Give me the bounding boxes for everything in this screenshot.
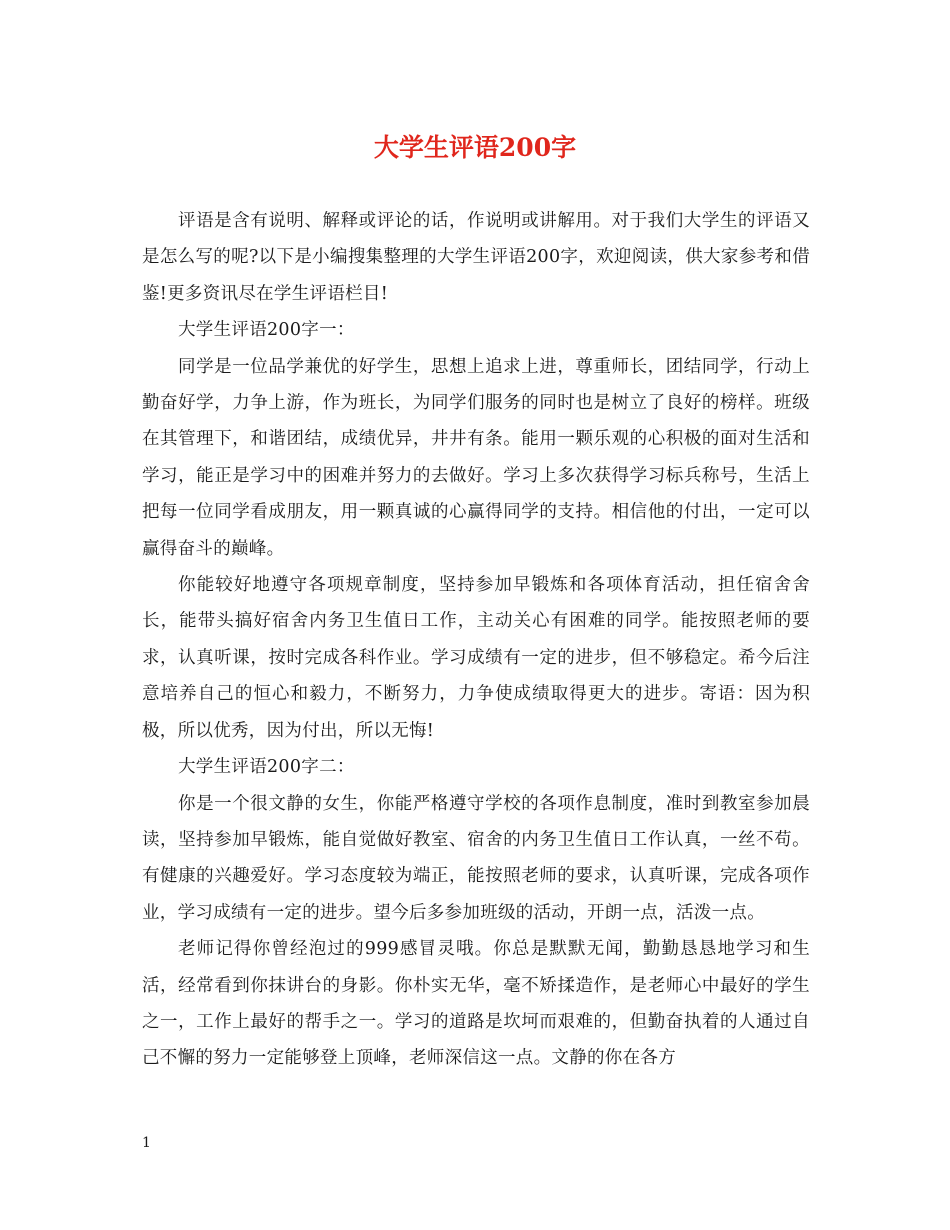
body-paragraph: 你是一个很文静的女生，你能严格遵守学校的各项作息制度，准时到教室参加晨读，坚持参加早锻炼，能自觉做好教室、宿舍的内务卫生值日工作认真，一丝不苟。有健康的兴趣爱好。学习态度较为端正，能按照老师的要求，认真听课，完成各项作业，学习成绩有一定的进步。望今后多参加班级的活动，开朗一点，活泼一点。 [142,793,810,923]
document-body [142,203,810,1077]
section-heading-two: 大学生评语200字二： [178,757,355,778]
body-paragraph: 你能较好地遵守各项规章制度，坚持参加早锻炼和各项体育活动，担任宿舍舍长，能带头搞好宿舍内务卫生值日工作，主动关心有困难的同学。能按照老师的要求，认真听课，按时完成各科作业。学习成绩有一定的进步，但不够稳定。希今后注意培养自己的恒心和毅力，不断努力，力争使成绩取得更大的进步。寄语：因为积极，所以优秀，因为付出，所以无悔! [142,575,810,741]
page-number: 1 [142,1135,151,1151]
document-title: 大学生评语200字 [373,133,577,162]
section-heading-one: 大学生评语200字一： [178,320,355,341]
intro-paragraph: 评语是含有说明、解释或评论的话，作说明或讲解用。对于我们大学生的评语又是怎么写的呢?以下是小编搜集整理的大学生评语200字，欢迎阅读，供大家参考和借鉴!更多资讯尽在学生评语栏目! [142,211,810,304]
body-paragraph: 老师记得你曾经泡过的999感冒灵哦。你总是默默无闻，勤勤恳恳地学习和生活，经常看到你抹讲台的身影。你朴实无华，毫不矫揉造作，是老师心中最好的学生之一，工作上最好的帮手之一。学习的道路是坎坷而艰难的，但勤奋执着的人通过自己不懈的努力一定能够登上顶峰，老师深信这一点。文静的你在各方 [142,939,810,1069]
body-paragraph: 同学是一位品学兼优的好学生，思想上追求上进，尊重师长，团结同学，行动上勤奋好学，力争上游，作为班长，为同学们服务的同时也是树立了良好的榜样。班级在其管理下，和谐团结，成绩优异，井井有条。能用一颗乐观的心积极的面对生活和学习，能正是学习中的困难并努力的去做好。学习上多次获得学习标兵称号，生活上把每一位同学看成朋友，用一颗真诚的心赢得同学的支持。相信他的付出，一定可以赢得奋斗的巅峰。 [142,356,810,559]
